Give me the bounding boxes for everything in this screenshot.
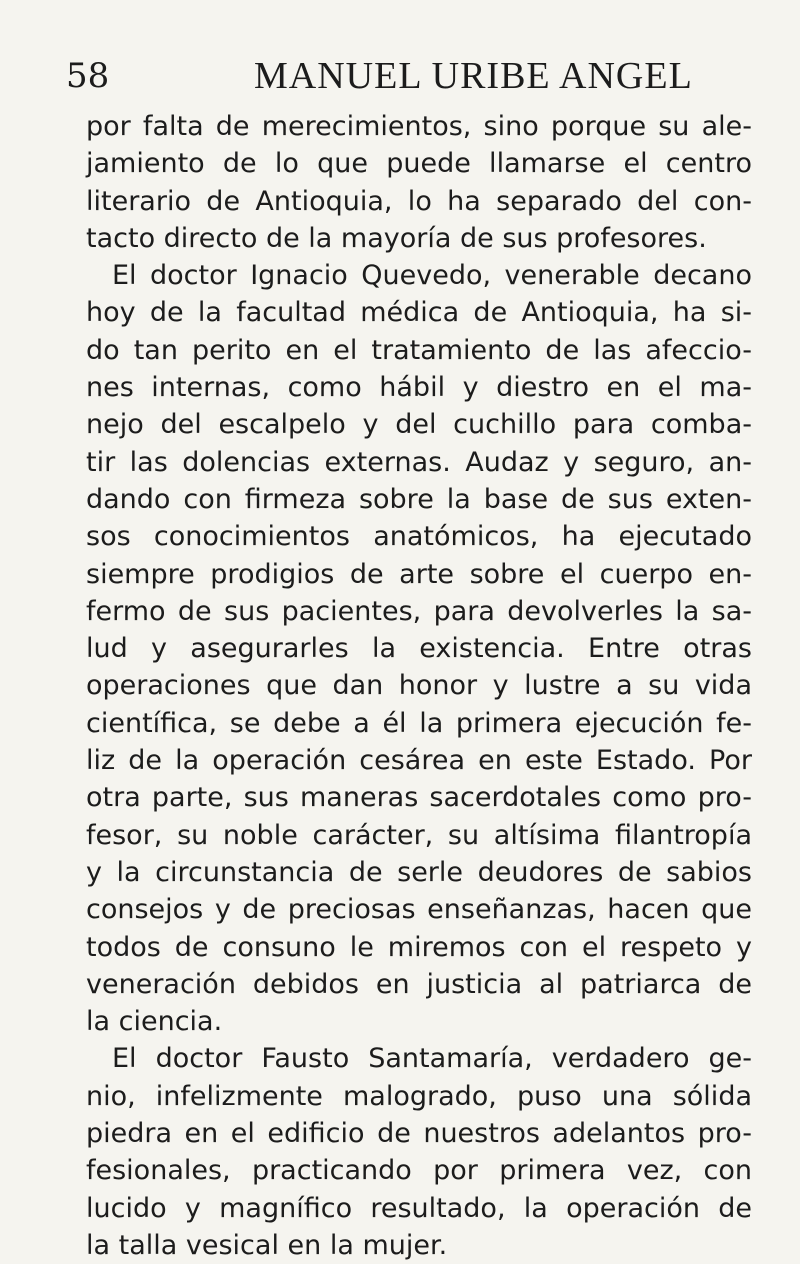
text-line: piedra en el edificio de nuestros adelantos pro- <box>86 1118 752 1150</box>
text-line: fesionales, practicando por primera vez, con <box>86 1155 752 1187</box>
text-line: tir las dolencias externas. Audaz y seguro, an- <box>86 446 752 478</box>
text-line: la ciencia. <box>86 1006 223 1038</box>
text-line: lucido y magnífico resultado, la operación de <box>86 1192 752 1224</box>
text-line: dando con firmeza sobre la base de sus exten- <box>86 483 752 515</box>
text-line: sos conocimientos anatómicos, ha ejecutado <box>86 521 752 553</box>
text-line: tacto directo de la mayoría de sus profesores. <box>86 222 707 254</box>
page-header <box>66 52 750 100</box>
text-line: operaciones que dan honor y lustre a su vida <box>86 670 752 702</box>
text-line: todos de consuno le miremos con el respeto y <box>86 931 752 963</box>
text-line: siempre prodigios de arte sobre el cuerpo en- <box>86 558 752 590</box>
text-line: veneración debidos en justicia al patriarca de <box>86 968 752 1000</box>
text-line: hoy de la facultad médica de Antioquia, ha si- <box>86 297 752 329</box>
text-line: fesor, su noble carácter, su altísima filantropía <box>86 819 752 851</box>
text-line: fermo de sus pacientes, para devolverles la sa- <box>86 595 752 627</box>
text-line: la talla vesical en la mujer. <box>86 1229 448 1261</box>
text-line: y la circunstancia de serle deudores de sabios <box>86 856 752 888</box>
paragraph-start-line: El doctor Fausto Santamaría, verdadero ge- <box>112 1043 752 1075</box>
text-line: otra parte, sus maneras sacerdotales como pro- <box>86 782 752 814</box>
running-head: MANUEL URIBE ANGEL <box>254 55 693 97</box>
paragraph-start-line: El doctor Ignacio Quevedo, venerable decano <box>112 260 752 292</box>
text-line: nejo del escalpelo y del cuchillo para comba- <box>86 409 752 441</box>
text-line: nes internas, como hábil y diestro en el ma- <box>86 372 752 404</box>
body-text <box>86 108 752 1264</box>
text-line: jamiento de lo que puede llamarse el centro <box>86 148 752 180</box>
text-line: liz de la operación cesárea en este Estado. Por <box>86 745 752 777</box>
text-line: consejos y de preciosas enseñanzas, hacen que <box>86 894 752 926</box>
text-line: literario de Antioquia, lo ha separado del con- <box>86 185 752 217</box>
page-number: 58 <box>66 56 110 96</box>
text-line: científica, se debe a él la primera ejecución fe- <box>86 707 752 739</box>
text-line: nio, infelizmente malogrado, puso una sólida <box>86 1080 752 1112</box>
text-line: do tan perito en el tratamiento de las afeccio- <box>86 334 752 366</box>
text-line: por falta de merecimientos, sino porque su ale- <box>86 111 752 142</box>
text-line: lud y asegurarles la existencia. Entre otras <box>86 633 752 665</box>
